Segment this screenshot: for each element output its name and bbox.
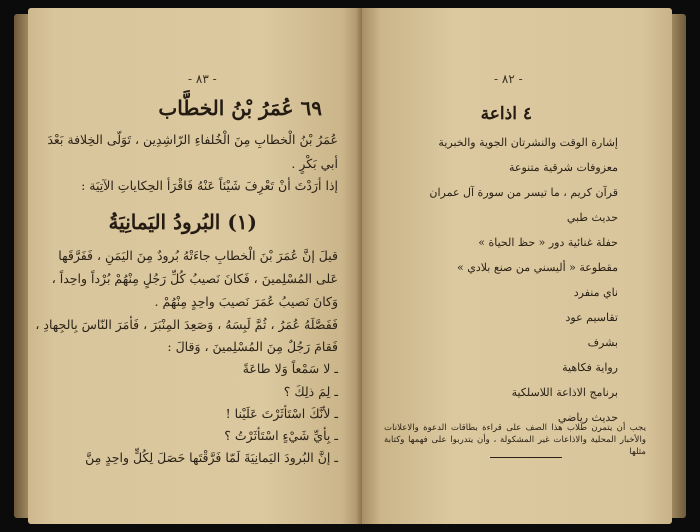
program-item: رواية فكاهية bbox=[562, 361, 618, 374]
page-number: - ٨٢ - bbox=[494, 72, 523, 86]
body-line: وَكانَ نَصيبُ عُمَرَ نَصيبَ واحِدٍ مِنْهُمْ . bbox=[154, 294, 338, 309]
program-item: حديث رياضي bbox=[557, 411, 618, 424]
section-heading: (١) البُرودُ اليَمانِيَةُ bbox=[108, 210, 257, 234]
program-item: برنامج الاذاعة اللاسلكية bbox=[511, 386, 618, 399]
open-book bbox=[12, 8, 688, 524]
page-title: ٤ اذاعة bbox=[480, 104, 532, 124]
dialogue-line: ـ لا سَمْعاً وَلا طاعَةً bbox=[242, 361, 338, 376]
body-line: فَفَصَّلَهُ عُمَرُ ، ثُمَّ لَبِسَهُ ، وَصَعِدَ المِنْبَرَ ، فَأمَرَ النّاسَ بِالجِهادِ ، bbox=[35, 317, 338, 332]
right-page bbox=[362, 8, 672, 524]
program-item: حديث طبي bbox=[566, 211, 618, 224]
body-line: عَلى المُسْلِمينَ ، فَكانَ نَصيبُ كُلِّ رَجُلٍ مِنْهُمْ بُرْداً واحِداً ، bbox=[51, 271, 338, 286]
program-item: معزوفات شرقية متنوعة bbox=[509, 161, 618, 174]
page-title: ٦٩ عُمَرُ بْنُ الخطَّاب bbox=[158, 96, 322, 120]
book-edge-right bbox=[670, 14, 686, 518]
footnote-rule bbox=[490, 457, 562, 458]
body-line: قيلَ إنَّ عُمَرَ بْنَ الْخطابِ جاءَتْهُ بُرودٌ مِنَ اليَمَنِ ، فَفَرَّقَها bbox=[58, 248, 338, 263]
dialogue-line: ـ لِمَ ذلِكَ ؟ bbox=[283, 384, 338, 399]
program-item: ناي منفرد bbox=[573, 286, 618, 299]
program-item: تقاسيم عود bbox=[565, 311, 618, 324]
intro-line: عُمَرُ بْنُ الْخطابِ مِنَ الْخُلفاءِ الرّاشِدِين ، تَوَلّى الخِلافة بَعْدَ bbox=[47, 132, 338, 147]
program-item: مقطوعة « أليسني من صنع بلادي » bbox=[456, 261, 618, 274]
program-item: إشارة الوقت والنشرتان الجوية والخبرية bbox=[438, 136, 618, 149]
dialogue-line: ـ إنَّ البُرودَ اليَمانِيَةَ لَمّا فَرَّقْتَها حَصَلَ لِكُلٍّ واحِدٍ مِنَّ bbox=[85, 450, 338, 465]
program-item: قرآن كريم ، ما تيسر من سورة آل عمران bbox=[429, 186, 618, 199]
intro-line: أبي بَكْرٍ . bbox=[291, 156, 338, 171]
page-number: - ٨٣ - bbox=[188, 72, 217, 86]
dialogue-line: ـ لأنَّكَ اسْتَأثَرْتَ عَلَيْنا ! bbox=[225, 406, 338, 421]
left-page bbox=[28, 8, 362, 524]
footnote: يجب أن يتمرن طلاب هذا الصف على قراءة بطاقات الدعوة والاعلانات والأخبار المحلية والاذاعات غير المشكولة ، وأن يتدربوا على فهمها وكتابة مثلها bbox=[384, 423, 646, 457]
program-item: بشرف bbox=[587, 336, 618, 349]
dialogue-line: ـ بِأيِّ شَيْءٍ اسْتَأثَرْتُ ؟ bbox=[224, 428, 338, 443]
body-line: فَقامَ رَجُلٌ مِنَ المُسْلِمينَ ، وَقالَ : bbox=[167, 339, 338, 354]
intro-line: إذا أرَدْتَ أنْ تَعْرِفَ شَيْئاً عَنْهُ فَاقْرَأ الحِكاياتِ الآتِيَة : bbox=[81, 178, 338, 193]
program-item: حفلة غنائية دور « حظ الحياة » bbox=[478, 236, 618, 249]
